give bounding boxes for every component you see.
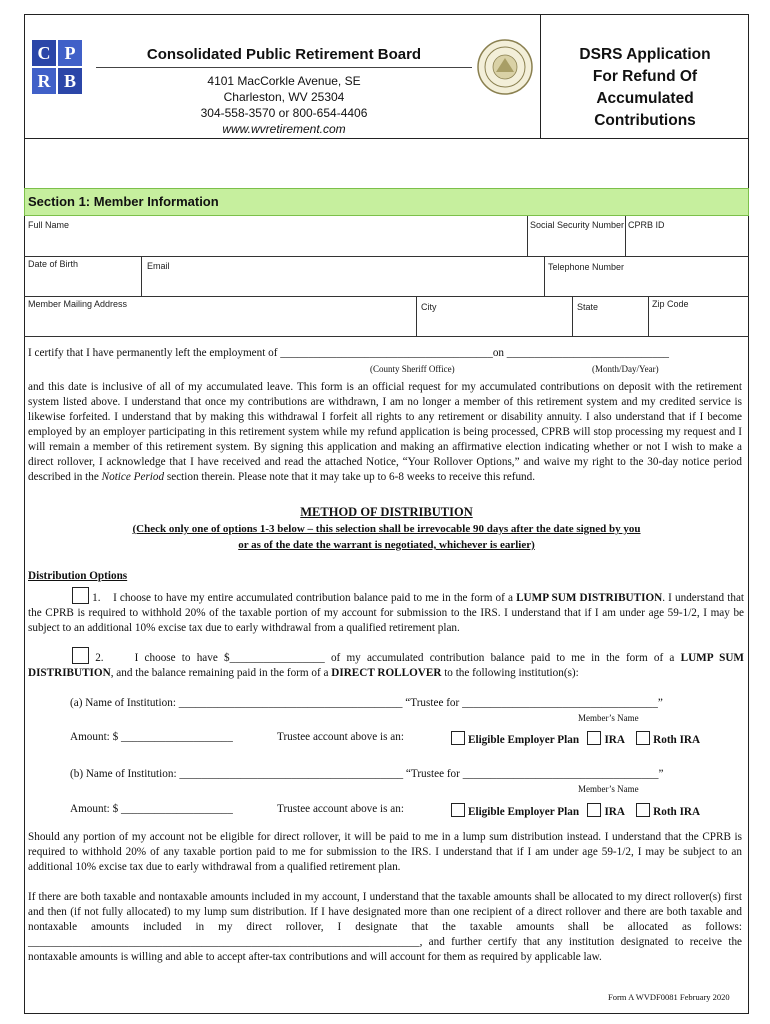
svg-text:C: C: [37, 43, 51, 63]
divider: [24, 256, 749, 257]
option2-end: to the following institution(s):: [444, 667, 579, 679]
amount-a-label: Amount: $: [70, 731, 119, 743]
option2-mid2: , and the balance remaining paid in the form of a: [110, 667, 329, 679]
amount-a-row: [70, 731, 233, 743]
option2-amount-blank[interactable]: _________________: [229, 652, 325, 664]
form-title-line1: DSRS Application: [579, 46, 711, 63]
option2-mid: of my accumulated contribution balance paid to me in the form of a: [330, 652, 675, 664]
institution-b-label: (b) Name of Institution:: [70, 768, 177, 780]
institution-a-row: [70, 697, 663, 709]
phone-numbers: 304-558-3570 or 800-654-4406: [200, 106, 368, 120]
option1-number: 1.: [92, 592, 101, 604]
employer-blank[interactable]: ______________________________________: [280, 347, 493, 359]
account-type-b-options: [451, 803, 700, 818]
city-field[interactable]: [421, 314, 569, 332]
zip-field[interactable]: [652, 312, 744, 332]
account-type-b-label: Trustee account above is an:: [277, 803, 404, 815]
full-name-label: Full Name: [28, 220, 70, 230]
eligible-plan-a-label: Eligible Employer Plan: [468, 734, 580, 746]
dob-field[interactable]: [28, 272, 138, 292]
option1-checkbox[interactable]: [72, 587, 89, 604]
ira-a-checkbox[interactable]: [587, 731, 601, 745]
divider: [24, 296, 749, 297]
notice-period-text: Notice Period: [101, 471, 165, 483]
account-type-a-label: Trustee account above is an:: [277, 731, 404, 743]
amount-b-blank[interactable]: ____________________: [120, 803, 233, 815]
divider: [24, 336, 749, 337]
trustee-b-label: “Trustee for: [405, 768, 460, 780]
institution-a-label: (a) Name of Institution:: [70, 697, 176, 709]
form-title-line3: Accumulated: [596, 90, 694, 107]
date-blank[interactable]: _____________________________: [506, 347, 670, 359]
option2-text: I choose to have $: [134, 652, 230, 664]
institution-b-name-blank[interactable]: ________________________________________: [179, 768, 404, 780]
address-line2: Charleston, WV 25304: [223, 90, 345, 104]
amount-b-row: [70, 803, 233, 815]
ira-b-checkbox[interactable]: [587, 803, 601, 817]
option2-number: 2.: [95, 652, 104, 664]
option1-text: I choose to have my entire accumulated contribution balance paid to me in the form of a: [113, 592, 513, 604]
header-bottom-rule: [24, 138, 749, 139]
certify-paragraph-end: section therein. Please note that it may take up to 6-8 weeks to receive this refund.: [166, 471, 536, 483]
form-title-line2: For Refund Of: [592, 68, 698, 85]
full-name-field[interactable]: [28, 232, 524, 252]
date-caption: (Month/Day/Year): [592, 364, 659, 374]
section1-title: Section 1: Member Information: [28, 194, 219, 209]
closing-paragraph1: Should any portion of my account not be eligible for direct rollover, it will be paid to me in a lump sum distribution instead. I understand that the CPRB is required to withhold 20% of any taxable portion paid to me for submission to the IRS. I understand that if I am under age 59-1/2, I may be subject to an additional 10% excise tax due to early withdrawal from a qualified retirement plan.: [28, 831, 742, 873]
on-text: on: [492, 347, 504, 359]
member-name-caption-b: Member’s Name: [578, 784, 639, 794]
method-sub2: or as of the date the warrant is negotiated, whichever is earlier): [238, 539, 535, 551]
cprb-id-field[interactable]: [628, 232, 744, 252]
header-divider: [540, 14, 541, 138]
zip-label: Zip Code: [652, 299, 689, 309]
trustee-a-label: “Trustee for: [405, 697, 460, 709]
eligible-plan-b-checkbox[interactable]: [451, 803, 465, 817]
ira-a-label: IRA: [604, 734, 625, 746]
form-title: [545, 44, 745, 132]
mailing-address-field[interactable]: [28, 312, 412, 332]
option2: [28, 647, 744, 681]
ssn-label: Social Security Number: [530, 220, 625, 230]
website-link[interactable]: www.wvretirement.com: [222, 122, 346, 136]
divider: [141, 256, 142, 296]
amount-b-label: Amount: $: [70, 803, 119, 815]
option2-bold1: LUMP SUM DISTRIBUTION: [28, 652, 744, 679]
ssn-field[interactable]: [530, 232, 622, 252]
roth-ira-a-checkbox[interactable]: [636, 731, 650, 745]
svg-text:B: B: [63, 71, 77, 91]
roth-ira-b-checkbox[interactable]: [636, 803, 650, 817]
cprb-id-label: CPRB ID: [628, 220, 665, 230]
method-title: METHOD OF DISTRIBUTION: [300, 505, 473, 519]
email-field[interactable]: [147, 272, 541, 292]
divider: [572, 296, 573, 336]
closing-paragraph2: If there are both taxable and nontaxable amounts included in my account, I understand that the taxable amounts shall be allocated to my direct rollover(s) first and then (if not fully allocated) to my lump sum distribution. If I have designated more than one recipient of a direct rollover and there are both taxable and nontaxable amounts included in my direct rollover, I designate that the taxable amounts shall be allocated as follows: ______________________________________________________________________, and further certify that any institution designated to receive the nontaxable amounts is willing and able to accept after-tax contributions and will account for them as required by applicable law.: [28, 891, 742, 963]
distribution-options-heading: Distribution Options: [28, 570, 128, 582]
option1-bold: LUMP SUM DISTRIBUTION: [516, 592, 663, 604]
svg-text:P: P: [64, 43, 76, 63]
ira-b-label: IRA: [604, 806, 625, 818]
account-type-a-options: [451, 731, 700, 746]
telephone-field[interactable]: [548, 274, 744, 292]
amount-a-blank[interactable]: ____________________: [120, 731, 233, 743]
certify-line: [28, 346, 748, 361]
state-field[interactable]: [577, 314, 645, 332]
title-divider: [96, 67, 472, 68]
certify-paragraph-text: and this date is inclusive of all of my accumulated leave. This form is an official request for my accumulated contributions on deposit with the retirement system listed above. I understand that once my contributions are withdrawn, I am no longer a member of this retirement system and my credited service is likewise forfeited. I understand that by making this withdrawal I forfeit all rights to any retirement or disability annuity. I also understand that if I become employed by an employer participating in this retirement system while my refund application is being processed, CPRB will stop processing my request and I will remain a member of this retirement system. By signing this application and making an affirmative election indicating whether or not I wish to make a direct rollover, I acknowledge that I have received and read the attached Notice, “Your Rollover Options,” and waive my right to the 30-day notice period described in the: [28, 381, 742, 483]
divider: [527, 216, 528, 256]
org-name: Consolidated Public Retirement Board: [146, 46, 422, 63]
divider: [648, 296, 649, 336]
option1-rest: I understand that the CPRB is required to withhold 20% of the taxable portion of my account for submission to the IRS. I understand that if I am under age 59-1/2, I may be subject to an additional 10% excise tax due to early withdrawal from a qualified retirement plan.: [28, 592, 745, 634]
state-seal-icon: [476, 38, 534, 96]
dob-label: Date of Birth: [28, 259, 79, 269]
option2-checkbox[interactable]: [72, 647, 89, 664]
state-label: State: [577, 302, 599, 312]
address-line1: 4101 MacCorkle Avenue, SE: [207, 74, 361, 88]
form-title-line4: Contributions: [594, 112, 696, 129]
option2-bold2: DIRECT ROLLOVER: [331, 667, 442, 679]
institution-a-name-blank[interactable]: ________________________________________: [178, 697, 403, 709]
eligible-plan-a-checkbox[interactable]: [451, 731, 465, 745]
county-caption: (County Sheriff Office): [370, 364, 455, 374]
divider: [625, 216, 626, 256]
eligible-plan-b-label: Eligible Employer Plan: [468, 806, 580, 818]
certify-text: I certify that I have permanently left the employment of: [28, 347, 278, 359]
option1: 1. I choose to have my entire accumulated contribution balance paid to me in the form of a LUMP SUM DISTRIBUTION. I understand that the CPRB is required to withhold 20% of the taxable portion of my account for submission to the IRS. I understand that if I am under age 59-1/2, I may be subject to an additional 10% excise tax due to early withdrawal from a qualified retirement plan.: [28, 587, 744, 636]
telephone-label: Telephone Number: [548, 262, 625, 272]
form-footer: Form A WVDF0081 February 2020: [608, 992, 730, 1002]
email-label: Email: [147, 261, 170, 271]
institution-b-row: [70, 768, 663, 780]
divider: [544, 256, 545, 296]
certify-paragraph: [28, 380, 742, 485]
svg-text:R: R: [37, 71, 51, 91]
trustee-b-blank[interactable]: ___________________________________”: [462, 768, 664, 780]
roth-ira-b-label: Roth IRA: [653, 806, 701, 818]
trustee-a-blank[interactable]: ___________________________________”: [462, 697, 663, 709]
divider: [416, 296, 417, 336]
cprb-logo: [30, 38, 84, 96]
method-sub1: (Check only one of options 1-3 below – this selection shall be irrevocable 90 days after the date signed by you: [132, 523, 641, 535]
member-name-caption-a: Member’s Name: [578, 713, 639, 723]
roth-ira-a-label: Roth IRA: [653, 734, 701, 746]
mailing-address-label: Member Mailing Address: [28, 299, 128, 309]
city-label: City: [421, 302, 437, 312]
